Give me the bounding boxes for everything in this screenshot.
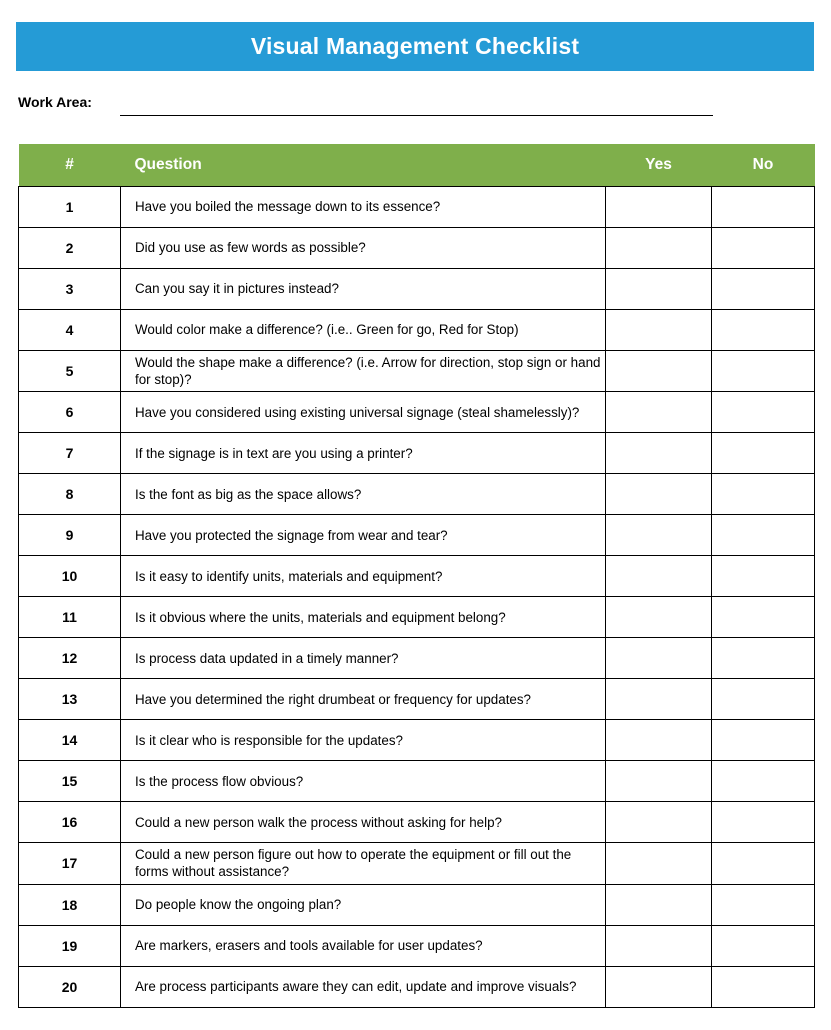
row-number: 5 bbox=[19, 351, 121, 392]
no-checkbox-cell[interactable] bbox=[712, 556, 815, 597]
yes-checkbox-cell[interactable] bbox=[606, 351, 712, 392]
no-checkbox-cell[interactable] bbox=[712, 966, 815, 1007]
yes-checkbox-cell[interactable] bbox=[606, 679, 712, 720]
yes-checkbox-cell[interactable] bbox=[606, 433, 712, 474]
yes-checkbox-cell[interactable] bbox=[606, 843, 712, 884]
checklist-table bbox=[18, 144, 815, 1008]
no-checkbox-cell[interactable] bbox=[712, 228, 815, 269]
no-checkbox-cell[interactable] bbox=[712, 392, 815, 433]
yes-checkbox-cell[interactable] bbox=[606, 925, 712, 966]
question-text: Would the shape make a difference? (i.e. Arrow for direction, stop sign or hand for stop)? bbox=[121, 351, 606, 392]
yes-checkbox-cell[interactable] bbox=[606, 884, 712, 925]
table-row bbox=[19, 802, 815, 843]
table-body bbox=[19, 187, 815, 1008]
no-checkbox-cell[interactable] bbox=[712, 679, 815, 720]
row-number: 7 bbox=[19, 433, 121, 474]
work-area-label: Work Area: bbox=[18, 94, 92, 110]
row-number: 12 bbox=[19, 638, 121, 679]
row-number: 17 bbox=[19, 843, 121, 884]
table-row bbox=[19, 556, 815, 597]
question-text: Have you considered using existing universal signage (steal shamelessly)? bbox=[121, 392, 606, 433]
no-checkbox-cell[interactable] bbox=[712, 310, 815, 351]
yes-checkbox-cell[interactable] bbox=[606, 515, 712, 556]
question-text: Have you boiled the message down to its essence? bbox=[121, 187, 606, 228]
title-banner bbox=[16, 22, 814, 71]
column-header-yes: Yes bbox=[606, 144, 712, 187]
work-area-field-row bbox=[18, 94, 814, 120]
table-row bbox=[19, 925, 815, 966]
question-text: Have you determined the right drumbeat or frequency for updates? bbox=[121, 679, 606, 720]
row-number: 6 bbox=[19, 392, 121, 433]
no-checkbox-cell[interactable] bbox=[712, 802, 815, 843]
yes-checkbox-cell[interactable] bbox=[606, 310, 712, 351]
table-row bbox=[19, 761, 815, 802]
question-text: Can you say it in pictures instead? bbox=[121, 269, 606, 310]
table-row bbox=[19, 884, 815, 925]
row-number: 14 bbox=[19, 720, 121, 761]
no-checkbox-cell[interactable] bbox=[712, 761, 815, 802]
row-number: 2 bbox=[19, 228, 121, 269]
question-text: Are process participants aware they can edit, update and improve visuals? bbox=[121, 966, 606, 1007]
row-number: 8 bbox=[19, 474, 121, 515]
question-text: Do people know the ongoing plan? bbox=[121, 884, 606, 925]
no-checkbox-cell[interactable] bbox=[712, 925, 815, 966]
table-row bbox=[19, 474, 815, 515]
table-row bbox=[19, 966, 815, 1007]
no-checkbox-cell[interactable] bbox=[712, 884, 815, 925]
table-row bbox=[19, 351, 815, 392]
question-text: Have you protected the signage from wear and tear? bbox=[121, 515, 606, 556]
table-row bbox=[19, 638, 815, 679]
yes-checkbox-cell[interactable] bbox=[606, 597, 712, 638]
row-number: 16 bbox=[19, 802, 121, 843]
table-row bbox=[19, 392, 815, 433]
question-text: Could a new person figure out how to operate the equipment or fill out the forms without assistance? bbox=[121, 843, 606, 884]
table-header bbox=[19, 144, 815, 187]
yes-checkbox-cell[interactable] bbox=[606, 802, 712, 843]
row-number: 20 bbox=[19, 966, 121, 1007]
row-number: 18 bbox=[19, 884, 121, 925]
question-text: Is the process flow obvious? bbox=[121, 761, 606, 802]
question-text: Is it clear who is responsible for the updates? bbox=[121, 720, 606, 761]
row-number: 3 bbox=[19, 269, 121, 310]
no-checkbox-cell[interactable] bbox=[712, 597, 815, 638]
no-checkbox-cell[interactable] bbox=[712, 433, 815, 474]
row-number: 9 bbox=[19, 515, 121, 556]
table-row bbox=[19, 187, 815, 228]
column-header-number: # bbox=[19, 144, 121, 187]
yes-checkbox-cell[interactable] bbox=[606, 187, 712, 228]
question-text: Could a new person walk the process without asking for help? bbox=[121, 802, 606, 843]
table-row bbox=[19, 515, 815, 556]
no-checkbox-cell[interactable] bbox=[712, 269, 815, 310]
yes-checkbox-cell[interactable] bbox=[606, 761, 712, 802]
no-checkbox-cell[interactable] bbox=[712, 187, 815, 228]
table-row bbox=[19, 720, 815, 761]
question-text: Did you use as few words as possible? bbox=[121, 228, 606, 269]
yes-checkbox-cell[interactable] bbox=[606, 392, 712, 433]
table-row bbox=[19, 269, 815, 310]
row-number: 1 bbox=[19, 187, 121, 228]
page-title: Visual Management Checklist bbox=[250, 33, 580, 59]
row-number: 4 bbox=[19, 310, 121, 351]
yes-checkbox-cell[interactable] bbox=[606, 474, 712, 515]
question-text: If the signage is in text are you using a printer? bbox=[121, 433, 606, 474]
table-header-row bbox=[19, 144, 815, 187]
yes-checkbox-cell[interactable] bbox=[606, 720, 712, 761]
no-checkbox-cell[interactable] bbox=[712, 720, 815, 761]
table-row bbox=[19, 597, 815, 638]
row-number: 10 bbox=[19, 556, 121, 597]
row-number: 11 bbox=[19, 597, 121, 638]
table-row bbox=[19, 843, 815, 884]
yes-checkbox-cell[interactable] bbox=[606, 228, 712, 269]
row-number: 19 bbox=[19, 925, 121, 966]
table-row bbox=[19, 433, 815, 474]
table-row bbox=[19, 228, 815, 269]
row-number: 15 bbox=[19, 761, 121, 802]
column-header-no: No bbox=[712, 144, 815, 187]
question-text: Are markers, erasers and tools available for user updates? bbox=[121, 925, 606, 966]
column-header-question: Question bbox=[121, 144, 606, 187]
question-text: Is the font as big as the space allows? bbox=[121, 474, 606, 515]
yes-checkbox-cell[interactable] bbox=[606, 966, 712, 1007]
row-number: 13 bbox=[19, 679, 121, 720]
work-area-input[interactable] bbox=[120, 115, 713, 116]
question-text: Would color make a difference? (i.e.. Green for go, Red for Stop) bbox=[121, 310, 606, 351]
no-checkbox-cell[interactable] bbox=[712, 843, 815, 884]
no-checkbox-cell[interactable] bbox=[712, 515, 815, 556]
question-text: Is it obvious where the units, materials and equipment belong? bbox=[121, 597, 606, 638]
question-text: Is it easy to identify units, materials and equipment? bbox=[121, 556, 606, 597]
yes-checkbox-cell[interactable] bbox=[606, 269, 712, 310]
no-checkbox-cell[interactable] bbox=[712, 638, 815, 679]
yes-checkbox-cell[interactable] bbox=[606, 638, 712, 679]
question-text: Is process data updated in a timely manner? bbox=[121, 638, 606, 679]
table-row bbox=[19, 310, 815, 351]
no-checkbox-cell[interactable] bbox=[712, 351, 815, 392]
no-checkbox-cell[interactable] bbox=[712, 474, 815, 515]
yes-checkbox-cell[interactable] bbox=[606, 556, 712, 597]
table-row bbox=[19, 679, 815, 720]
